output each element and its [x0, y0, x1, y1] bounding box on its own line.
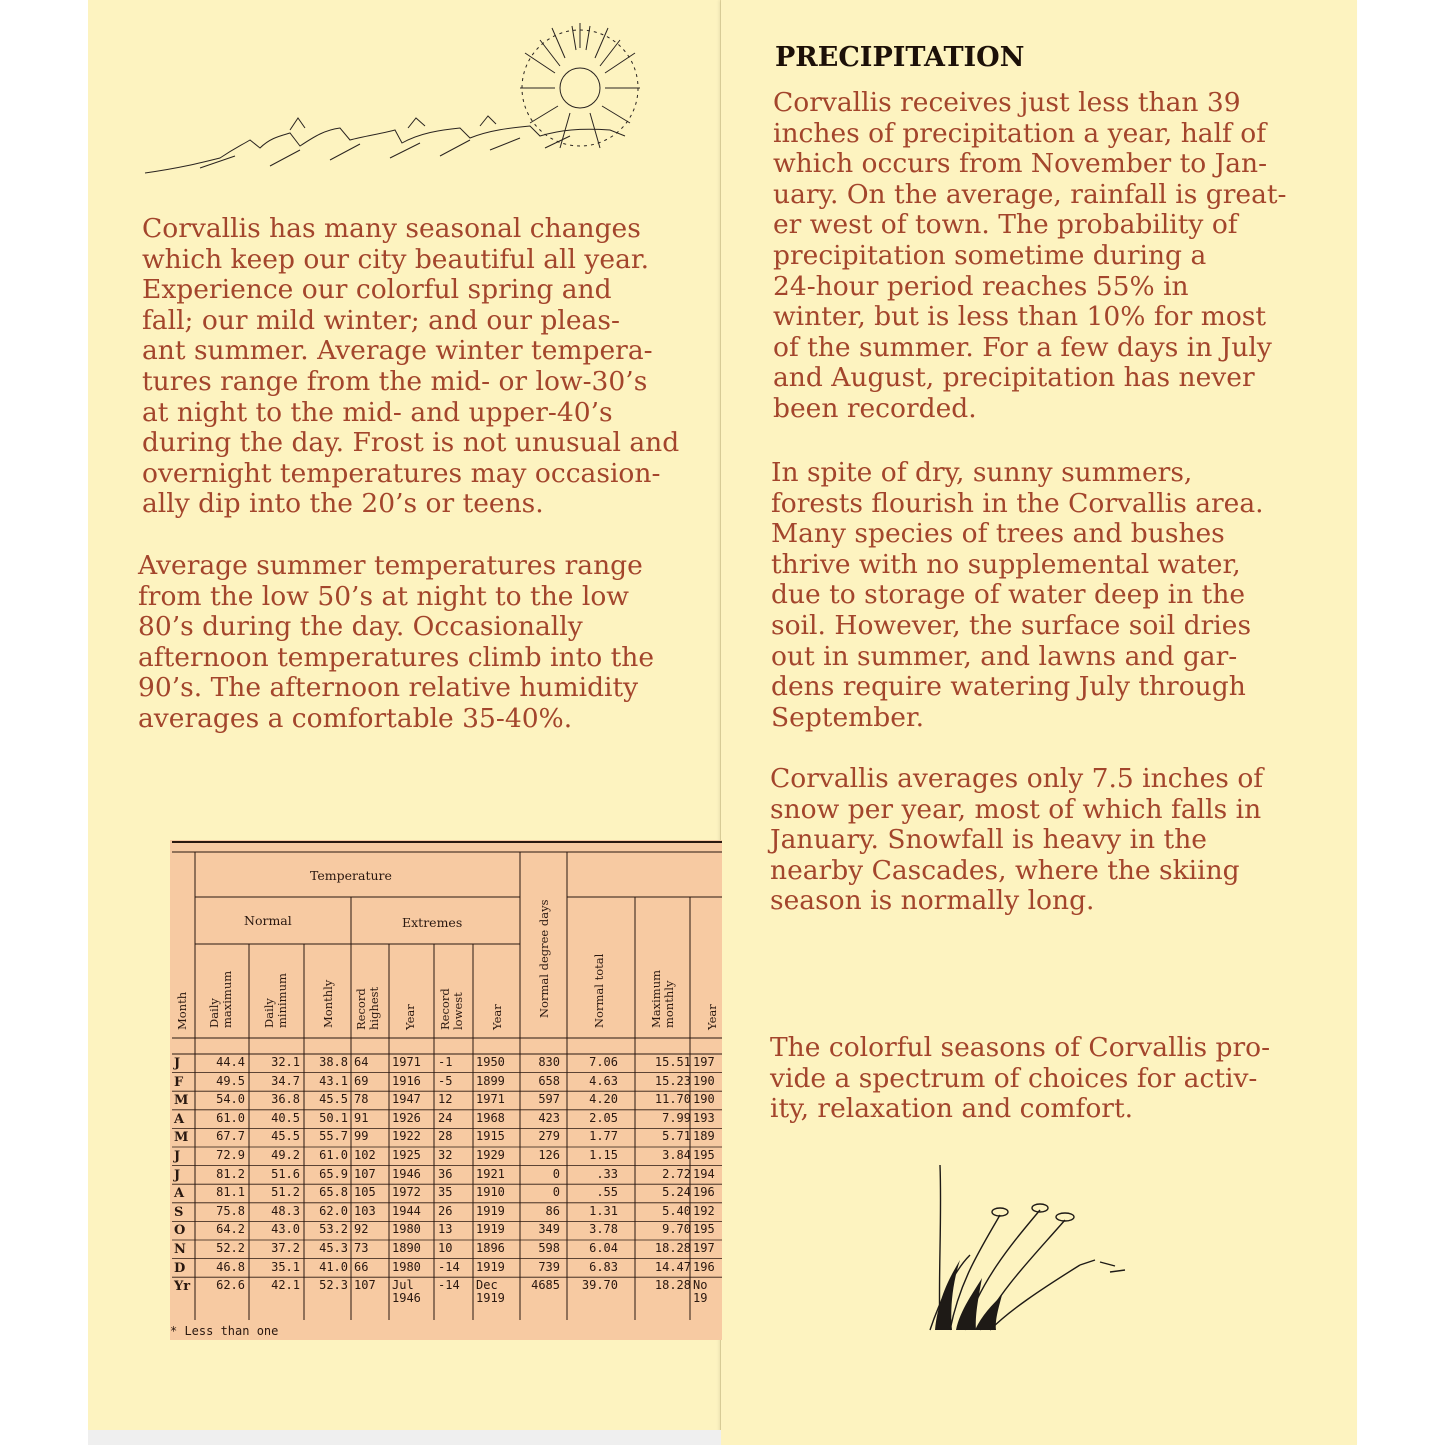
table-cell: 41.0	[319, 1259, 348, 1274]
table-cell: 1980	[392, 1259, 421, 1274]
table-cell: 105	[354, 1185, 376, 1200]
table-cell: 739	[538, 1259, 560, 1274]
col-degree-days: Normal degree days	[537, 899, 551, 1018]
table-cell: 13	[438, 1222, 453, 1237]
table-cell: 45.5	[271, 1129, 300, 1144]
table-cell: 107	[354, 1278, 376, 1293]
table-cell: 53.2	[319, 1222, 348, 1237]
table-cell: 73	[354, 1241, 369, 1255]
table-cell: 1929	[476, 1148, 505, 1162]
table-cell: 15.23	[654, 1073, 691, 1088]
month-label: Yr	[174, 1279, 191, 1295]
table-cell: 64	[354, 1055, 369, 1069]
section-heading: PRECIPITATION	[775, 42, 1025, 73]
table-cell: 1915	[476, 1129, 505, 1144]
table-cell: 44.4	[216, 1055, 245, 1069]
table-cell: 28	[438, 1129, 453, 1144]
group-normal: Normal	[244, 913, 292, 928]
table-cell: 39.70	[581, 1278, 618, 1293]
table-cell: 5.71	[662, 1129, 691, 1144]
table-cell: 45.5	[319, 1092, 348, 1107]
table-cell: 1925	[392, 1148, 421, 1162]
table-cell: 32.1	[271, 1055, 300, 1069]
table-cell: 1944	[392, 1203, 421, 1218]
table-cell: 1919	[476, 1259, 505, 1274]
table-cell: 52.2	[216, 1241, 245, 1255]
table-cell: 1926	[392, 1110, 421, 1125]
table-cell: 1916	[392, 1073, 421, 1088]
table-cell: 5.24	[662, 1185, 691, 1200]
table-cell: 598	[538, 1241, 560, 1255]
table-cell: 62.6	[216, 1278, 245, 1293]
table-cell: 81.1	[216, 1185, 245, 1200]
table-cell: 0	[552, 1185, 560, 1200]
table-cell: 26	[438, 1203, 453, 1218]
table-cell: 5.40	[662, 1203, 691, 1218]
table-cell: 190	[693, 1092, 715, 1107]
table-cell: 1.31	[589, 1203, 618, 1218]
col-max-monthly: Maximum monthly	[649, 969, 676, 1028]
table-cell: -5	[438, 1073, 453, 1088]
table-cell: 196	[693, 1185, 715, 1200]
table-cell: 65.8	[319, 1185, 348, 1200]
table-cell: 1922	[392, 1129, 421, 1144]
table-cell: 423	[538, 1110, 560, 1125]
table-cell: 15.51	[654, 1055, 691, 1069]
month-label: J	[174, 1149, 181, 1164]
table-cell: 1919	[476, 1203, 505, 1218]
table-cell: 78	[354, 1092, 369, 1107]
month-label: D	[174, 1260, 186, 1276]
forests-paragraph: In spite of dry, sunny summers, forests flourish in the Corvallis area. Many species of trees and bushes thrive with no supplemental water, due to storage of water deep in the soil. However, the surface soil dries out in summer, and lawns and gar- dens require watering July through September.	[771, 457, 1264, 733]
table-cell: 102	[354, 1148, 376, 1162]
table-cell: Jul 1946	[392, 1278, 421, 1306]
table-cell: 67.7	[216, 1129, 245, 1144]
month-label: F	[174, 1074, 184, 1090]
table-cell: 61.0	[216, 1110, 245, 1125]
table-cell: 192	[693, 1203, 715, 1218]
table-cell: 7.06	[589, 1055, 618, 1069]
table-cell: 69	[354, 1073, 369, 1088]
table-cell: 35.1	[271, 1259, 300, 1274]
sun-landscape-illustration	[140, 18, 640, 193]
month-label: M	[174, 1093, 189, 1109]
table-cell: 10	[438, 1241, 453, 1255]
table-cell: 36.8	[271, 1092, 300, 1107]
table-cell: 197	[693, 1241, 715, 1255]
table-cell: 4685	[531, 1278, 560, 1293]
table-cell: 0	[552, 1166, 560, 1181]
table-cell: 195	[693, 1148, 715, 1162]
table-cell: -14	[438, 1259, 460, 1274]
table-footnote: * Less than one	[170, 1324, 279, 1338]
table-cell: 49.2	[271, 1148, 300, 1162]
col-month: Month	[175, 991, 189, 1030]
table-cell: 51.2	[271, 1185, 300, 1200]
table-cell: 99	[354, 1129, 369, 1144]
table-cell: 126	[538, 1148, 560, 1162]
table-cell: 72.9	[216, 1148, 245, 1162]
table-cell: -1	[438, 1055, 453, 1069]
table-cell: 195	[693, 1222, 715, 1237]
table-cell: 43.1	[319, 1073, 348, 1088]
table-cell: 14.47	[654, 1259, 691, 1274]
table-cell: 11.70	[654, 1092, 691, 1107]
col-year-high: Year	[403, 1004, 417, 1030]
table-cell: 35	[438, 1185, 453, 1200]
table-cell: 830	[538, 1055, 560, 1069]
table-cell: 32	[438, 1148, 453, 1162]
table-cell: 55.7	[319, 1129, 348, 1144]
table-cell: 91	[354, 1110, 369, 1125]
table-cell: 4.20	[589, 1092, 618, 1107]
group-extremes: Extremes	[402, 915, 463, 930]
table-cell: 1972	[392, 1185, 421, 1200]
table-cell: 1921	[476, 1166, 505, 1181]
table-cell: 86	[545, 1203, 560, 1218]
col-year-low: Year	[490, 1004, 504, 1030]
table-cell: 61.0	[319, 1148, 348, 1162]
table-cell: 6.04	[589, 1241, 618, 1255]
table-cell: 1980	[392, 1222, 421, 1237]
col-daily-min: Daily minimum	[262, 973, 289, 1028]
table-cell: 46.8	[216, 1259, 245, 1274]
table-cell: 190	[693, 1073, 715, 1088]
col-year-max: Year	[705, 1004, 719, 1030]
table-cell: 6.83	[589, 1259, 618, 1274]
summer-paragraph: Average summer temperatures range from the low 50’s at night to the low 80’s during the day. Occasionally afternoon temperatures climb into the 90’s. The afternoon relative humidity averages a comfortable 35-40%.	[138, 550, 655, 734]
col-monthly: Monthly	[321, 979, 335, 1028]
table-cell: -14	[438, 1278, 460, 1293]
month-label: J	[174, 1167, 181, 1183]
table-cell: 45.3	[319, 1241, 348, 1255]
table-cell: 38.8	[319, 1055, 348, 1069]
table-cell: 43.0	[271, 1222, 300, 1237]
table-cell: 75.8	[216, 1203, 245, 1218]
table-cell: 40.5	[271, 1110, 300, 1125]
table-cell: 196	[693, 1259, 715, 1274]
intro-paragraph: Corvallis has many seasonal changes which keep our city beautiful all year. Experience our colorful spring and fall; our mild winter; and our pleas- ant summer. Average winter tempera- tures range from the mid- or low-30’s at night to the mid- and upper-40’s during the day. Frost is not unusual and overnight temperatures may occasion- ally dip into the 20’s or teens.	[142, 213, 680, 520]
table-cell: 12	[438, 1092, 453, 1107]
table-cell: 193	[693, 1110, 715, 1125]
month-label: M	[174, 1130, 189, 1146]
group-temperature: Temperature	[310, 868, 392, 883]
table-cell: 51.6	[271, 1166, 300, 1181]
month-label: S	[174, 1204, 184, 1220]
month-label: A	[174, 1186, 185, 1202]
page-edge-shadow	[88, 1430, 721, 1445]
table-cell: 2.72	[662, 1166, 691, 1181]
table-cell: 103	[354, 1203, 376, 1218]
table-cell: 1947	[392, 1092, 421, 1107]
table-cell: 48.3	[271, 1203, 300, 1218]
table-cell: 658	[538, 1073, 560, 1088]
table-cell: 4.63	[589, 1073, 618, 1088]
table-cell: 50.1	[319, 1110, 348, 1125]
table-cell: 349	[538, 1222, 560, 1237]
table-cell: 279	[538, 1129, 560, 1144]
table-cell: 66	[354, 1259, 369, 1274]
table-cell: 194	[693, 1166, 715, 1181]
table-cell: 1946	[392, 1166, 421, 1181]
climate-table	[170, 840, 722, 1340]
table-cell: .33	[596, 1166, 618, 1181]
table-cell: 24	[438, 1110, 453, 1125]
table-cell: 1950	[476, 1055, 505, 1069]
table-cell: 34.7	[271, 1073, 300, 1088]
table-cell: 49.5	[216, 1073, 245, 1088]
table-cell: 1.15	[589, 1148, 618, 1162]
table-cell: 62.0	[319, 1203, 348, 1218]
table-cell: 1910	[476, 1185, 505, 1200]
table-cell: 1.77	[589, 1129, 618, 1144]
table-cell: 1896	[476, 1241, 505, 1255]
table-cell: 197	[693, 1055, 715, 1069]
table-cell: 54.0	[216, 1092, 245, 1107]
closing-paragraph: The colorful seasons of Corvallis pro- vide a spectrum of choices for activ- ity, relaxation and comfort.	[770, 1032, 1271, 1125]
table-cell: 18.28	[654, 1241, 691, 1255]
table-cell: 189	[693, 1129, 715, 1144]
table-cell: 18.28	[654, 1278, 691, 1293]
month-label: A	[174, 1111, 185, 1127]
month-label: O	[174, 1223, 186, 1239]
col-normal-total: Normal total	[592, 953, 606, 1028]
col-record-high: Record highest	[354, 986, 381, 1030]
table-cell: 64.2	[216, 1222, 245, 1237]
table-cell: Dec 1919	[476, 1278, 505, 1306]
month-label: N	[174, 1242, 186, 1257]
table-cell: 107	[354, 1166, 376, 1181]
table-cell: 1890	[392, 1241, 421, 1255]
snow-paragraph: Corvallis averages only 7.5 inches of snow per year, most of which falls in January. Snowfall is heavy in the nearby Cascades, where the skiing season is normally long.	[770, 763, 1264, 917]
table-cell: 597	[538, 1092, 560, 1107]
table-cell: 3.84	[662, 1148, 691, 1162]
col-daily-max: Daily maximum	[207, 970, 234, 1028]
table-cell: No 19	[693, 1278, 708, 1306]
table-cell: 52.3	[319, 1278, 348, 1293]
table-cell: 2.05	[589, 1110, 618, 1125]
table-cell: 9.70	[662, 1222, 691, 1237]
table-cell: 1971	[392, 1055, 421, 1069]
table-cell: 42.1	[271, 1278, 300, 1293]
table-cell: 7.99	[662, 1110, 691, 1125]
table-cell: 1971	[476, 1092, 505, 1107]
table-cell: 1968	[476, 1110, 505, 1125]
plant-illustration	[920, 1160, 1140, 1335]
month-label: J	[174, 1056, 181, 1071]
table-cell: 37.2	[271, 1241, 300, 1255]
table-cell: 65.9	[319, 1166, 348, 1181]
table-cell: 81.2	[216, 1166, 245, 1181]
table-cell: 92	[354, 1222, 369, 1237]
table-cell: 1919	[476, 1222, 505, 1237]
precipitation-paragraph: Corvallis receives just less than 39 inches of precipitation a year, half of which occurs from November to Jan- uary. On the average, rainfall is great- er west of town. The probability of precipitation sometime during a 24-hour period reaches 55% in winter, but is less than 10% for most of the summer. For a few days in July and August, precipitation has never been recorded.	[773, 87, 1287, 424]
table-cell: 36	[438, 1166, 453, 1181]
col-record-low: Record lowest	[438, 988, 465, 1030]
table-cell: .55	[596, 1185, 618, 1200]
table-cell: 3.78	[589, 1222, 618, 1237]
table-cell: 1899	[476, 1073, 505, 1088]
